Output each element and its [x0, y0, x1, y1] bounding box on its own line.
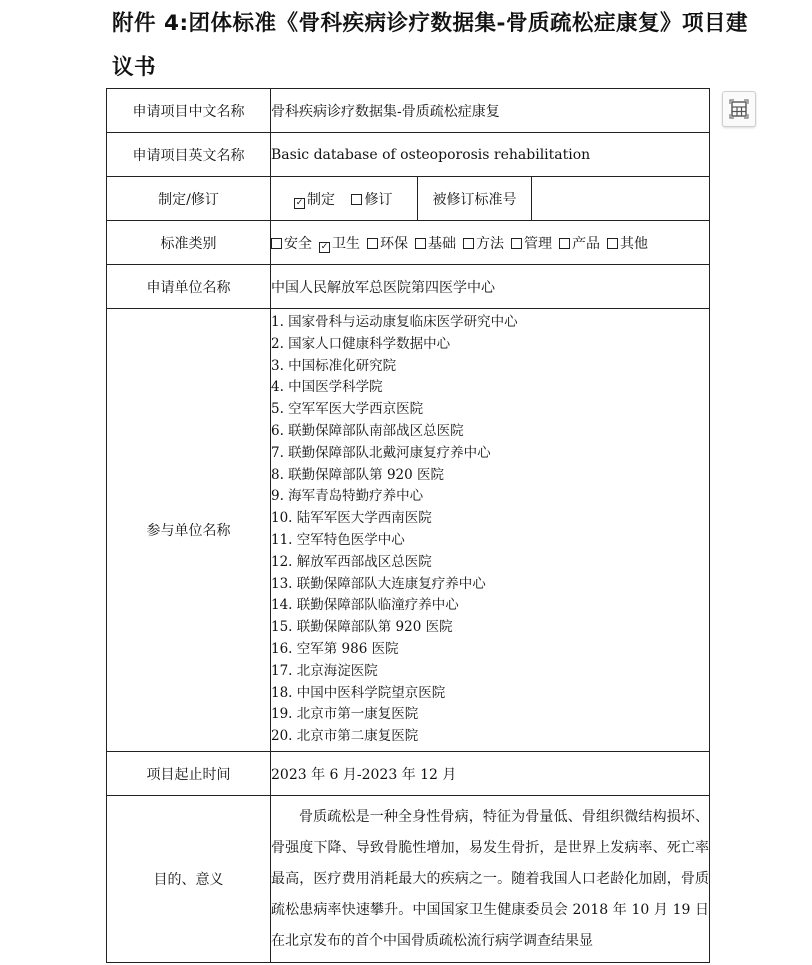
list-item: 4. 中国医学科学院 — [271, 379, 383, 396]
row-en-name — [107, 133, 710, 177]
list-item: 17. 北京海淀医院 — [271, 662, 378, 679]
value-period: 2023 年 6 月-2023 年 12 月 — [271, 752, 710, 796]
list-item: 8. 联勤保障部队第 920 医院 — [271, 466, 445, 483]
list-item: 15. 联勤保障部队第 920 医院 — [271, 619, 453, 636]
list-item: 6. 联勤保障部队南部战区总医院 — [271, 423, 464, 440]
label-purpose: 目的、意义 — [107, 796, 271, 963]
list-item: 5. 空军军医大学西京医院 — [271, 401, 424, 418]
list-item: 11. 空军特色医学中心 — [271, 532, 405, 548]
list-item: 12. 解放军西部战区总医院 — [271, 553, 432, 570]
category-option[interactable]: ✓ 卫生 — [320, 235, 360, 252]
category-option[interactable]: 安全 — [271, 236, 312, 252]
label-participants: 参与单位名称 — [107, 309, 271, 752]
checkbox-icon — [367, 238, 378, 249]
label-period: 项目起止时间 — [107, 752, 271, 796]
value-category — [271, 221, 710, 265]
checkbox-icon — [511, 238, 522, 249]
list-item: 1. 国家骨科与运动康复临床医学研究中心 — [271, 314, 518, 331]
row-revise — [107, 177, 710, 221]
checkbox-icon: ✓ — [320, 241, 329, 252]
list-item: 13. 联勤保障部队大连康复疗养中心 — [271, 575, 486, 592]
list-item: 9. 海军青岛特勤疗养中心 — [271, 488, 424, 505]
checkbox-icon — [559, 238, 570, 249]
checkbox-icon — [607, 238, 618, 249]
checkbox-icon: ✓ — [295, 197, 304, 208]
label-revise: 制定/修订 — [107, 177, 271, 221]
list-item: 7. 联勤保障部队北戴河康复疗养中心 — [271, 444, 491, 461]
value-cn-name: 骨科疾病诊疗数据集-骨质疏松症康复 — [271, 89, 710, 133]
table-grid-icon — [729, 99, 749, 119]
row-purpose — [107, 796, 710, 963]
category-option[interactable]: 环保 — [367, 236, 408, 252]
value-revise — [271, 177, 710, 221]
list-item: 19. 北京市第一康复医院 — [271, 706, 419, 723]
list-item: 14. 联勤保障部队临潼疗养中心 — [271, 597, 459, 614]
label-cn-name: 申请项目中文名称 — [107, 89, 271, 133]
label-category: 标准类别 — [107, 221, 271, 265]
proposal-form-table — [106, 88, 710, 963]
row-applicant — [107, 265, 710, 309]
category-option[interactable]: 基础 — [415, 236, 456, 252]
label-revised-standard: 被修订标准号 — [417, 177, 532, 220]
category-option[interactable]: 产品 — [559, 236, 600, 252]
list-item: 3. 中国标准化研究院 — [271, 357, 397, 374]
category-option[interactable]: 其他 — [607, 236, 648, 252]
value-applicant: 中国人民解放军总医院第四医学中心 — [271, 265, 710, 309]
category-option[interactable]: 方法 — [463, 236, 504, 252]
list-item: 10. 陆军军医大学西南医院 — [271, 510, 432, 527]
checkbox-icon — [463, 238, 474, 249]
category-option[interactable]: 管理 — [511, 236, 552, 252]
label-en-name: 申请项目英文名称 — [107, 133, 271, 177]
row-period — [107, 752, 710, 796]
value-en-name: Basic database of osteoporosis rehabilitation — [271, 133, 710, 177]
option-make[interactable]: ✓ 制定 — [295, 191, 335, 208]
list-item: 20. 北京市第二康复医院 — [271, 728, 419, 745]
checkbox-icon — [271, 238, 282, 249]
list-item: 2. 国家人口健康科学数据中心 — [271, 335, 451, 352]
list-item: 16. 空军第 986 医院 — [271, 640, 399, 657]
value-participants — [271, 309, 710, 752]
value-purpose: 骨质疏松是一种全身性骨病，特征为骨量低、骨组织微结构损坏、骨强度下降、导致骨脆性增加，易发生骨折，是世界上发病率、死亡率最高，医疗费用消耗最大的疾病之一。随着我国人口老龄化加剧，骨质疏松患病率快速攀升。中国国家卫生健康委员会 2018 年 10 月 19 日在北京发布的首个中国骨质疏松流行病学调查结果显 — [271, 796, 710, 963]
checkbox-icon — [351, 194, 362, 205]
document-title: 附件 4:团体标准《骨科疾病诊疗数据集-骨质疏松症康复》项目建议书 — [112, 11, 748, 80]
table-tool-button[interactable] — [722, 91, 756, 127]
list-item: 18. 中国中医科学院望京医院 — [271, 684, 446, 701]
label-applicant: 申请单位名称 — [107, 265, 271, 309]
checkbox-icon — [415, 238, 426, 249]
row-participants — [107, 309, 710, 752]
option-revise[interactable]: 修订 — [351, 192, 392, 208]
row-category — [107, 221, 710, 265]
row-cn-name — [107, 89, 710, 133]
